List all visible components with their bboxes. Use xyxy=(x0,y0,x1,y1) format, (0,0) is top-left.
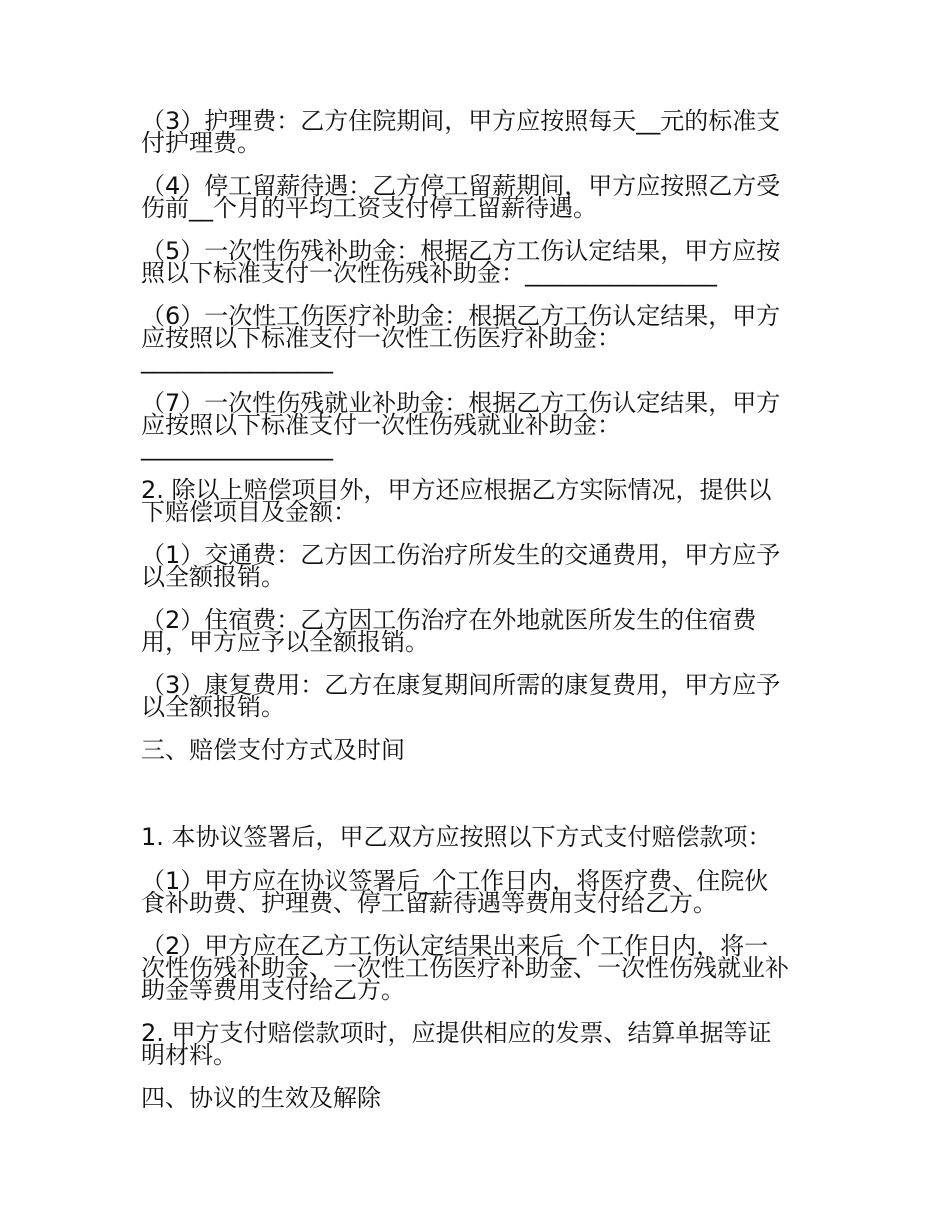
text-line: （5）一次性伤残补助金：根据乙方工伤认定结果，甲方应按 xyxy=(141,237,781,265)
text-line: （4）停工留薪待遇：乙方停工留薪期间，甲方应按照乙方受 xyxy=(141,172,781,200)
text-line: 付护理费。 xyxy=(141,129,261,157)
section-heading: 三、赔偿支付方式及时间 xyxy=(141,736,405,764)
text-line: （3）康复费用：乙方在康复期间所需的康复费用，甲方应予 xyxy=(141,671,781,699)
text-line: 1. 本协议签署后，甲乙双方应按照以下方式支付赔偿款项： xyxy=(141,823,772,851)
text-line: 伤前__个月的平均工资支付停工留薪待遇。 xyxy=(141,194,597,222)
text-line: 明材料。 xyxy=(141,1041,237,1069)
text-line: 2. 甲方支付赔偿款项时，应提供相应的发票、结算单据等证 xyxy=(141,1019,772,1047)
text-line: （7）一次性伤残就业补助金：根据乙方工伤认定结果，甲方 xyxy=(141,389,781,417)
text-line: 次性伤残补助金、一次性工伤医疗补助金、一次性伤残就业补 xyxy=(141,954,789,982)
text-line: 以全额报销。 xyxy=(141,563,285,591)
section-heading: 四、协议的生效及解除 xyxy=(141,1084,381,1112)
text-line: （2）住宿费：乙方因工伤治疗在外地就医所发生的住宿费 xyxy=(141,606,757,634)
text-line: ________________ xyxy=(141,346,333,374)
text-line: 以全额报销。 xyxy=(141,693,285,721)
text-line: 照以下标准支付一次性伤残补助金：________________ xyxy=(141,259,717,287)
text-line: ________________ xyxy=(141,433,333,461)
text-line: （2）甲方应在乙方工伤认定结果出来后_个工作日内，将一 xyxy=(141,932,769,960)
text-line: （1）甲方应在协议签署后_个工作日内，将医疗费、住院伙 xyxy=(141,867,769,895)
text-line: 下赔偿项目及金额： xyxy=(141,498,357,526)
text-line: 食补助费、护理费、停工留薪待遇等费用支付给乙方。 xyxy=(141,889,717,917)
text-line: 应按照以下标准支付一次性伤残就业补助金： xyxy=(141,411,621,439)
text-line: 2. 除以上赔偿项目外，甲方还应根据乙方实际情况，提供以 xyxy=(141,476,772,504)
text-line: （1）交通费：乙方因工伤治疗所发生的交通费用，甲方应予 xyxy=(141,541,781,569)
text-line: 助金等费用支付给乙方。 xyxy=(141,976,405,1004)
text-line: 应按照以下标准支付一次性工伤医疗补助金： xyxy=(141,324,621,352)
text-line: （3）护理费：乙方住院期间，甲方应按照每天__元的标准支 xyxy=(141,107,781,135)
text-line: （6）一次性工伤医疗补助金：根据乙方工伤认定结果，甲方 xyxy=(141,302,781,330)
text-line: 用，甲方应予以全额报销。 xyxy=(141,628,429,656)
